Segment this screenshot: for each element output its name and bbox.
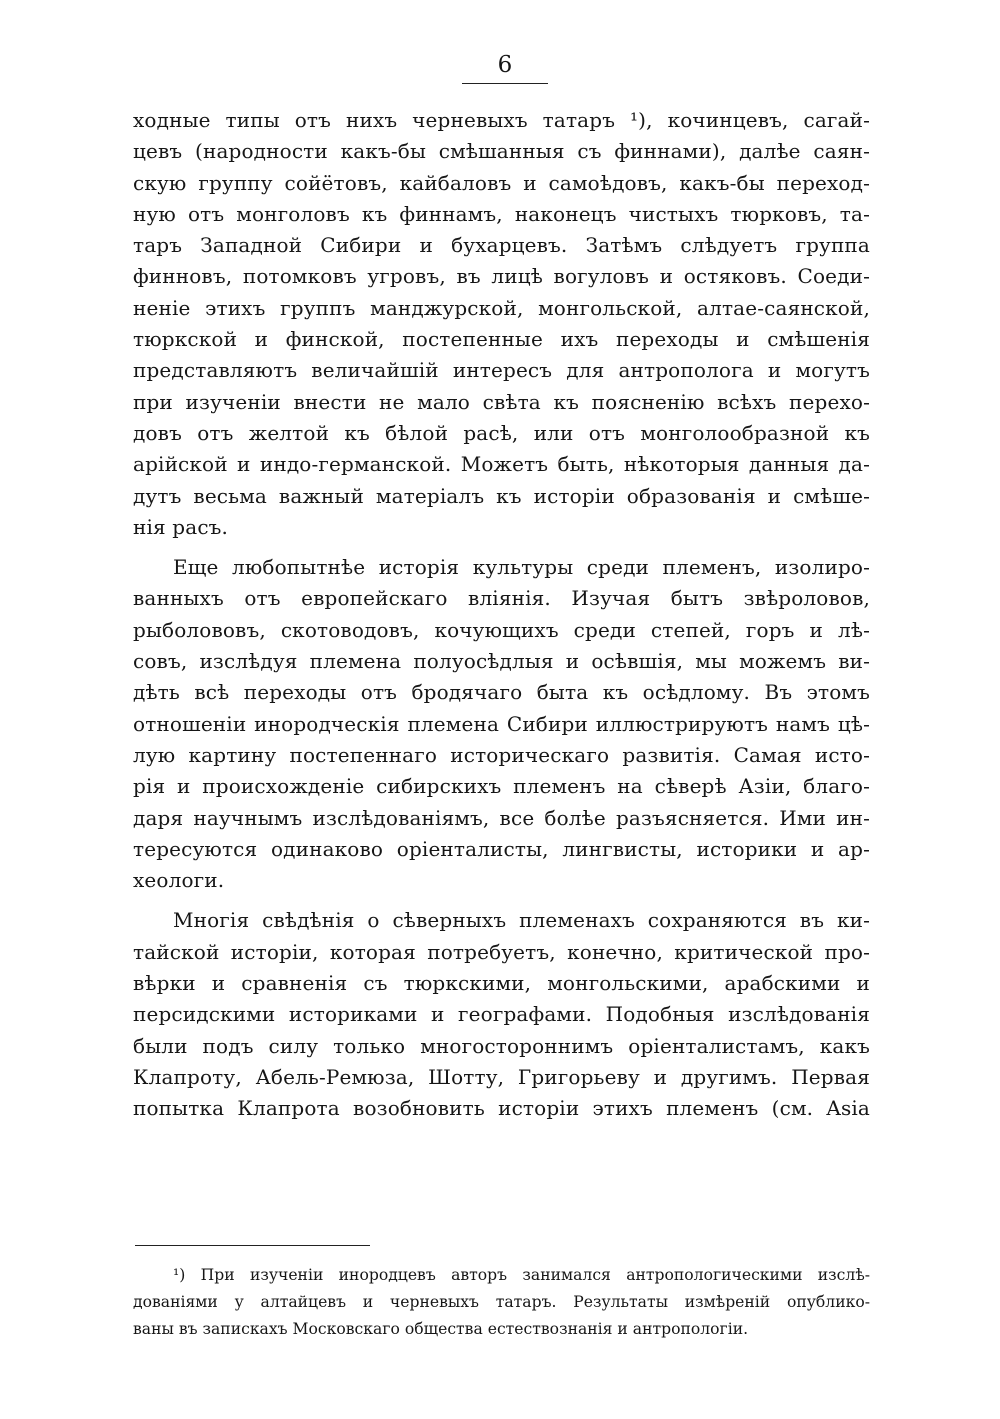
text-line: при изученіи внести не мало свѣта къ поясненію всѣхъ перехо-: [133, 389, 870, 414]
page-number: 6: [462, 52, 548, 84]
text-line: тайской исторіи, которая потребуетъ, конечно, критической про-: [133, 939, 870, 964]
text-line: таръ Западной Сибири и бухарцевъ. Затѣмъ слѣдуетъ группа: [133, 233, 870, 258]
text-line: скую группу сойётовъ, кайбаловъ и самоѣдовъ, какъ-бы переход-: [133, 170, 870, 195]
text-line: Еще любопытнѣе исторія культуры среди племенъ, изолиро-: [173, 555, 870, 580]
paragraph: [133, 105, 870, 543]
text-line: тюркской и финской, постепенные ихъ переходы и смѣшенія: [133, 327, 870, 352]
text-line: представляютъ величайшій интересъ для антрополога и могутъ: [133, 358, 870, 383]
text-line: ную отъ монголовъ къ финнамъ, наконецъ чистыхъ тюрковъ, та-: [133, 201, 870, 226]
text-line: рыболововъ, скотоводовъ, кочующихъ среди степей, горъ и лѣ-: [133, 617, 870, 642]
text-line: цевъ (народности какъ-бы смѣшанныя съ финнами), далѣе саян-: [133, 139, 870, 164]
text-line: вѣрки и сравненія съ тюркскими, монгольскими, арабскими и: [133, 971, 870, 996]
text-line: даря научнымъ изслѣдованіямъ, все болѣе разъясняется. Ими ин-: [133, 805, 870, 830]
text-line: ходные типы отъ нихъ черневыхъ татаръ ¹), кочинцевъ, сагай-: [133, 108, 870, 132]
text-line: довъ отъ желтой къ бѣлой расѣ, или отъ монголообразной къ: [133, 420, 870, 445]
text-line: лую картину постепеннаго историческаго развитія. Самая исто-: [133, 742, 870, 767]
text-line: отношеніи инородческія племена Сибири иллюстрируютъ намъ цѣ-: [133, 711, 870, 736]
text-line: арійской и индо-германской. Можетъ быть, нѣкоторыя данныя да-: [133, 452, 870, 477]
footnote-divider: [135, 1245, 370, 1246]
text-line: были подъ силу только многостороннимъ оріенталистамъ, какъ: [133, 1033, 870, 1058]
text-line: совъ, изслѣдуя племена полуосѣдлыя и осѣвшія, мы можемъ ви-: [133, 649, 870, 674]
text-line: ванныхъ отъ европейскаго вліянія. Изучая бытъ звѣроловов,: [133, 586, 870, 611]
text-line: дутъ весьма важный матеріалъ къ исторіи образованія и смѣше-: [133, 483, 870, 508]
footnote-line: ¹) При изученіи инородцевъ авторъ занимался антропологическими изслѣ-: [173, 1266, 870, 1284]
text-line: хеологи.: [133, 868, 225, 893]
text-line: персидскими историками и географами. Подобныя изслѣдованія: [133, 1002, 870, 1027]
text-line: дѣть всѣ переходы отъ бродячаго быта къ осѣдлому. Въ этомъ: [133, 680, 870, 705]
text-line: рія и происхожденіе сибирскихъ племенъ на сѣверѣ Азіи, благо-: [133, 774, 870, 799]
footnote: [133, 1262, 870, 1343]
paragraph: [133, 905, 870, 1124]
text-line: Клапроту, Абель-Ремюза, Шотту, Григорьеву и другимъ. Первая: [133, 1064, 870, 1089]
text-line: тересуются одинаково оріенталисты, лингвисты, историки и ар-: [133, 836, 870, 861]
text-line: Многія свѣдѣнія о сѣверныхъ племенахъ сохраняются въ ки-: [173, 908, 870, 933]
text-line: попытка Клапрота возобновить исторіи этихъ племенъ (см. Asia: [133, 1096, 870, 1121]
text-line: финновъ, потомковъ угровъ, въ лицѣ вогуловъ и остяковъ. Соеди-: [133, 264, 870, 289]
footnote-line: дованіями у алтайцевъ и черневыхъ татаръ. Результаты измѣреній опублико-: [133, 1293, 870, 1311]
footnote-line: ваны въ запискахъ Московскаго общества естествознанія и антропологіи.: [133, 1320, 749, 1338]
body-text: [133, 105, 870, 1125]
text-line: нія расъ.: [133, 514, 229, 539]
text-line: неніе этихъ группъ манджурской, монгольской, алтае-саянской,: [133, 295, 870, 320]
paragraph: [133, 552, 870, 896]
